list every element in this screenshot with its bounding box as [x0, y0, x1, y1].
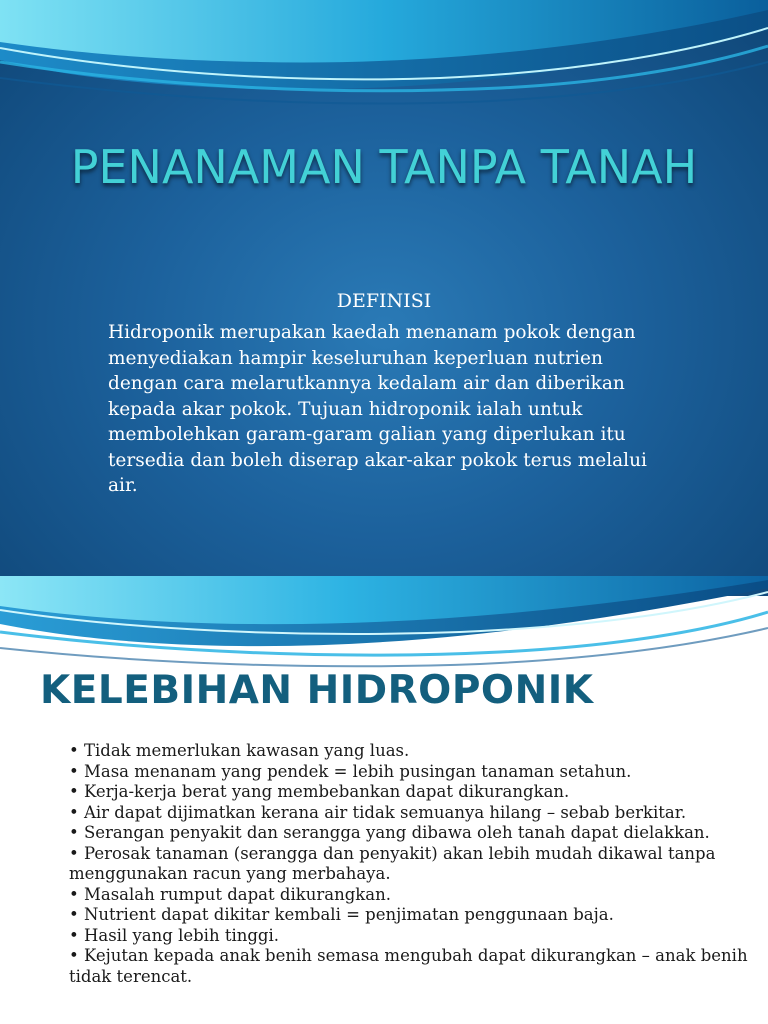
list-item: • Air dapat dijimatkan kerana air tidak semuanya hilang – sebab berkitar.: [69, 802, 687, 822]
list-item: • Masalah rumput dapat dikurangkan.: [69, 884, 391, 904]
wave-decoration-bottom: [0, 576, 768, 668]
definition-heading: DEFINISI: [336, 290, 432, 312]
list-item: • Hasil yang lebih tinggi.: [69, 925, 279, 945]
advantages-heading: KELEBIHAN HIDROPONIK: [40, 668, 594, 713]
slide-title: PENANAMAN TANPA TANAH: [70, 140, 698, 194]
advantages-list: [69, 741, 759, 987]
definition-text: Hidroponik merupakan kaedah menanam pokok dengan menyediakan hampir keseluruhan keperluan nutrien dengan cara melarutkannya kedalam air dan diberikan kepada akar pokok. Tujuan hidroponik ialah untuk membolehkan garam-garam galian yang diperlukan itu tersedia dan boleh diserap akar-akar pokok terus melalui air.: [108, 322, 647, 496]
list-item: • Kejutan kepada anak benih semasa mengubah dapat dikurangkan – anak benih tidak terencat.: [69, 946, 748, 986]
list-item: • Perosak tanaman (serangga dan penyakit) akan lebih mudah dikawal tanpa menggunakan racun yang merbahaya.: [69, 843, 716, 883]
list-item: • Serangan penyakit dan serangga yang dibawa oleh tanah dapat dielakkan.: [69, 823, 710, 842]
list-item: • Tidak memerlukan kawasan yang luas.: [69, 741, 410, 760]
list-item: • Kerja-kerja berat yang membebankan dapat dikurangkan.: [69, 782, 570, 801]
list-item: • Nutrient dapat dikitar kembali = penjimatan penggunaan baja.: [69, 905, 614, 924]
list-item: • Masa menanam yang pendek = lebih pusingan tanaman setahun.: [69, 761, 632, 781]
